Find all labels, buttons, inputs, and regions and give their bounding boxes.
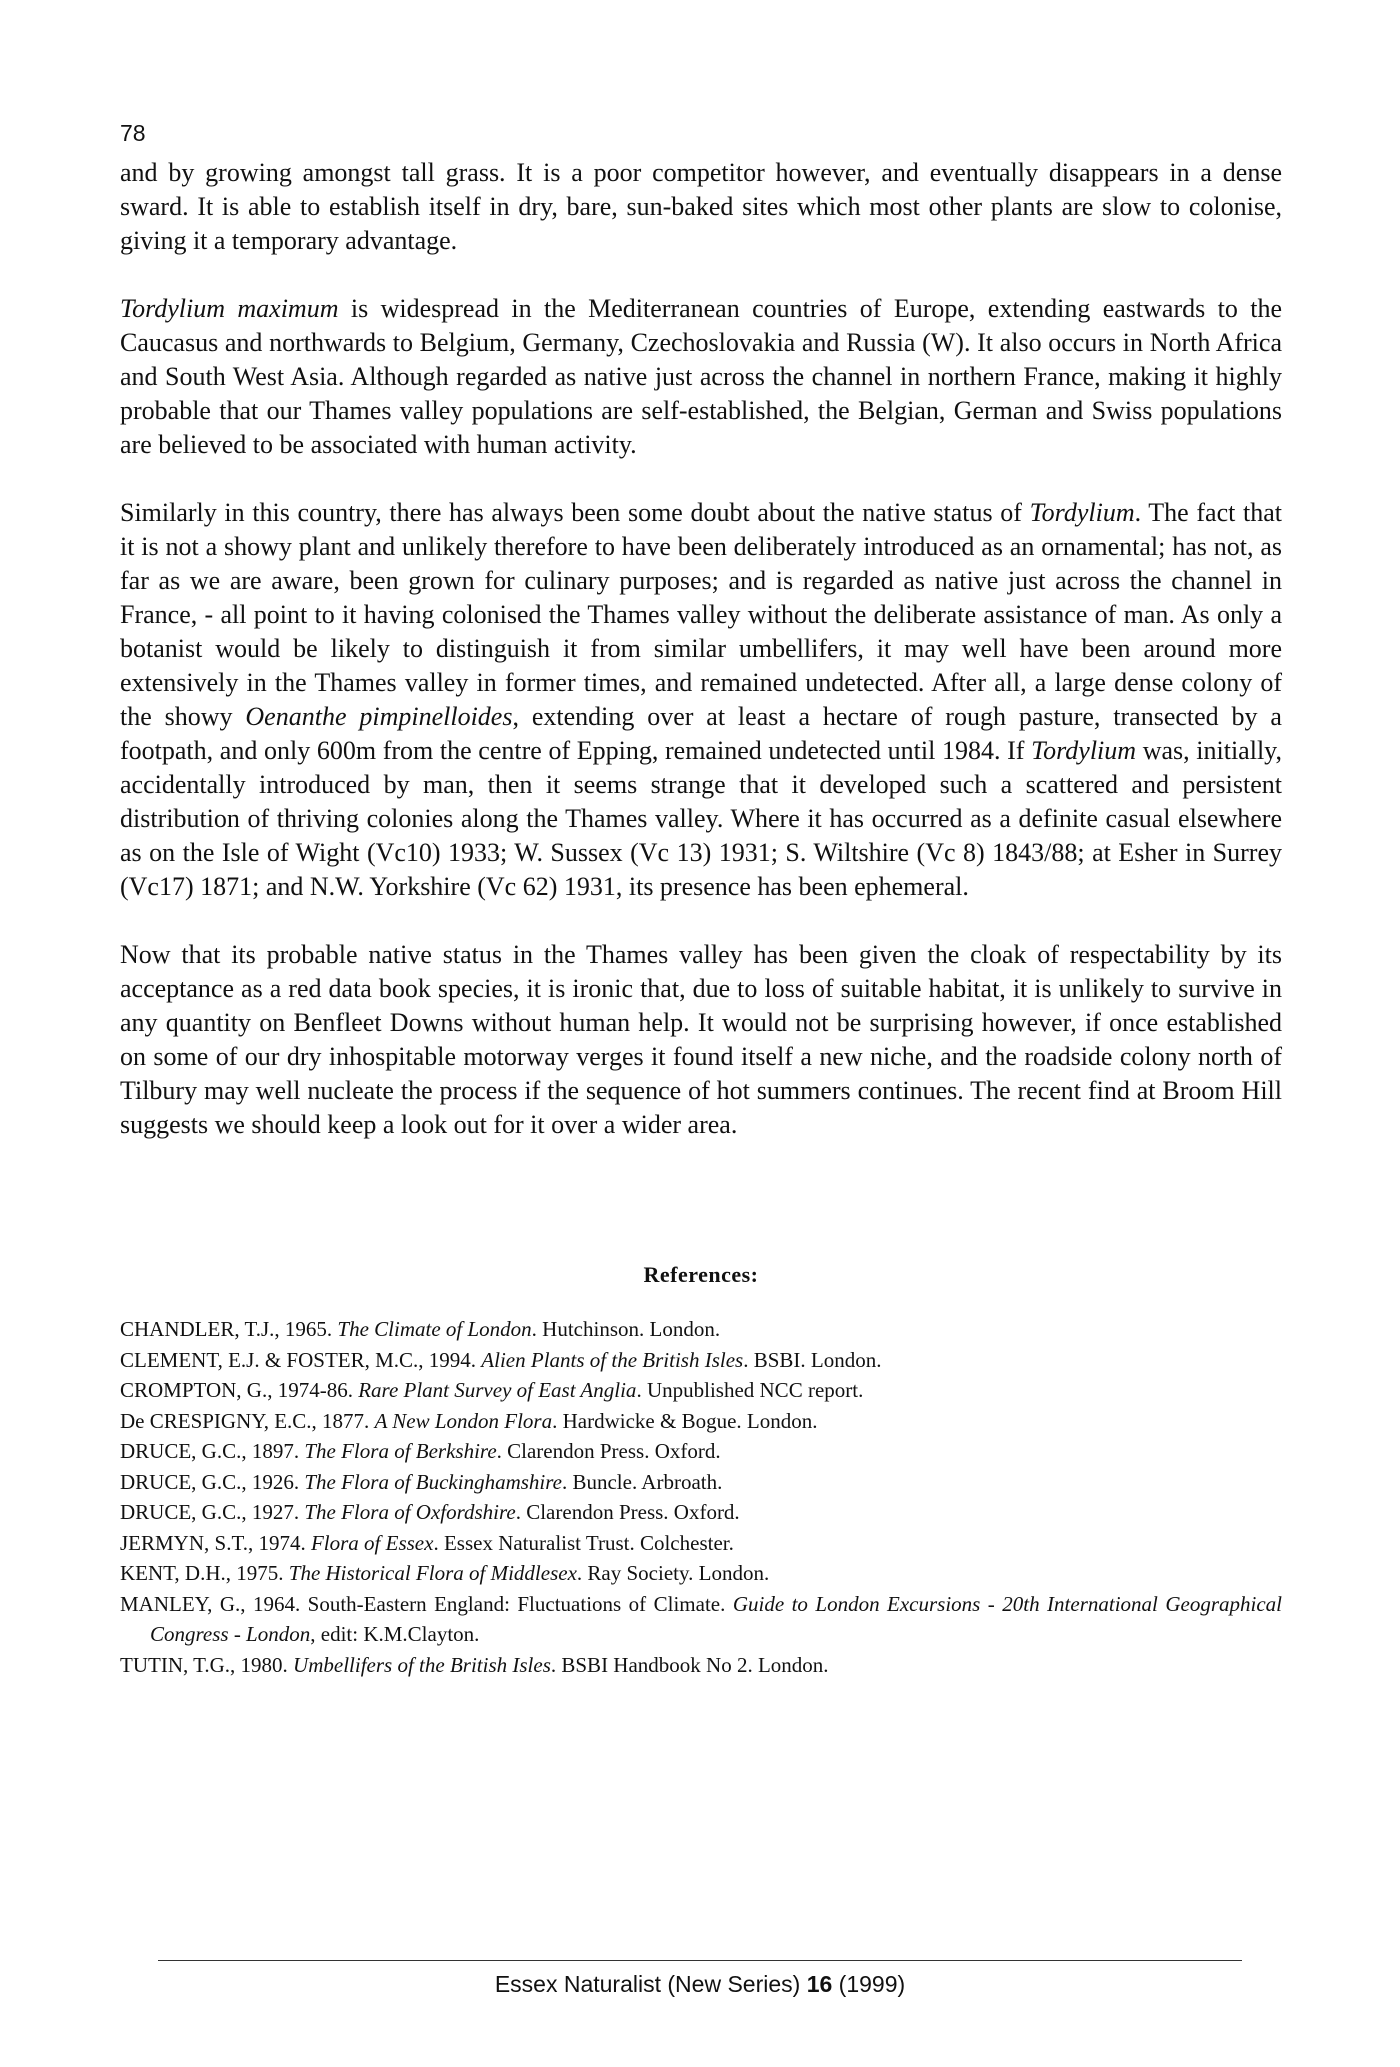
reference-authors: DRUCE, G.C., 1926.: [120, 1469, 305, 1494]
paragraph-1-text: and by growing amongst tall grass. It is a poor competitor however, and eventually disappears in a dense sward. It is able to establish itself in dry, bare, sun-baked sites which most other plants are slow to colonise, giving it a temporary advantage.: [120, 158, 1282, 255]
reference-title: The Historical Flora of Middlesex: [288, 1561, 577, 1585]
reference-authors: CROMPTON, G., 1974-86.: [120, 1378, 359, 1402]
paragraph-1: [120, 156, 1282, 258]
footer-volume: 16: [806, 1971, 833, 1997]
reference-title: The Flora of Berkshire: [304, 1439, 497, 1463]
reference-authors: CHANDLER, T.J., 1965.: [120, 1317, 338, 1341]
reference-title: Alien Plants of the British Isles: [481, 1347, 744, 1372]
paragraph-3-text-b: . The fact that it is not a showy plant and unlikely therefore to have been deliberately introduced as an ornamental; has not, as far as we are aware, been grown for culinary purposes; and is regarded as native just across the channel in France, - all point to it having colonised the Thames valley without the deliberate assistance of man. As only a botanist would be likely to distinguish it from similar umbellifers, it may well have been around more extensively in the Thames valley in former times, and remained undetected. After all, a large dense colony of the showy: [120, 498, 1282, 731]
reference-item: [120, 1314, 1282, 1345]
reference-publisher: . Essex Naturalist Trust. Colchester.: [433, 1530, 734, 1555]
footer-journal: Essex Naturalist (New Series): [494, 1971, 801, 1997]
reference-publisher: . BSBI. London.: [743, 1347, 882, 1372]
reference-title: Rare Plant Survey of East Anglia: [358, 1378, 637, 1402]
reference-item: [120, 1497, 1282, 1528]
reference-authors: JERMYN, S.T., 1974.: [120, 1530, 311, 1555]
reference-authors: DRUCE, G.C., 1927.: [120, 1500, 305, 1524]
reference-item: [120, 1650, 1282, 1681]
reference-item: [120, 1375, 1282, 1406]
reference-publisher: . Buncle. Arbroath.: [561, 1469, 723, 1494]
paragraph-4: [120, 938, 1282, 1142]
reference-authors: De CRESPIGNY, E.C., 1877.: [120, 1408, 375, 1433]
reference-publisher: . Hutchinson. London.: [531, 1317, 721, 1341]
footer-divider: [158, 1960, 1242, 1961]
paragraph-3-text-d: was, initially, accidentally introduced by man, then it seems strange that it developed such a scattered and persistent distribution of thriving colonies along the Thames valley. Where it has occurred as a definite casual elsewhere as on the Isle of Wight (Vc10) 1933; W. Sussex (Vc 13) 1931; S. Wiltshire (Vc 8) 1843/88; at Esher in Surrey (Vc17) 1871; and N.W. Yorkshire (Vc 62) 1931, its presence has been ephemeral.: [120, 736, 1282, 901]
reference-title: The Climate of London: [337, 1317, 532, 1341]
reference-authors: TUTIN, T.G., 1980.: [120, 1652, 294, 1677]
reference-publisher: . Unpublished NCC report.: [636, 1378, 864, 1402]
species-name: Tordylium maximum: [120, 294, 339, 323]
paragraph-4-text: Now that its probable native status in the Thames valley has been given the cloak of respectability by its acceptance as a red data book species, it is ironic that, due to loss of suitable habitat, it is unlikely to survive in any quantity on Benfleet Downs without human help. It would not be surprising however, if once established on some of our dry inhospitable motorway verges it found itself a new niche, and the roadside colony north of Tilbury may well nucleate the process if the sequence of hot summers continues. The recent find at Broom Hill suggests we should keep a look out for it over a wider area.: [120, 940, 1282, 1139]
reference-title: Flora of Essex: [310, 1530, 434, 1555]
paragraph-3-text-c: , extending over at least a hectare of rough pasture, transected by a footpath, and only 600m from the centre of Epping, remained undetected until 1984. If: [120, 702, 1282, 765]
reference-item: [120, 1436, 1282, 1467]
reference-title: A New London Flora: [374, 1408, 553, 1433]
reference-item: [120, 1406, 1282, 1437]
reference-authors: KENT, D.H., 1975.: [120, 1561, 289, 1585]
article-body: [120, 156, 1282, 1142]
genus-name: Tordylium: [1029, 498, 1135, 527]
paragraph-3: [120, 496, 1282, 904]
reference-publisher: , edit: K.M.Clayton.: [310, 1622, 480, 1646]
page-number: 78: [120, 120, 146, 146]
reference-publisher: . BSBI Handbook No 2. London.: [550, 1652, 829, 1677]
reference-publisher: . Hardwicke & Bogue. London.: [552, 1408, 818, 1433]
reference-authors: CLEMENT, E.J. & FOSTER, M.C., 1994.: [120, 1347, 482, 1372]
reference-item: [120, 1345, 1282, 1376]
reference-item: [120, 1589, 1282, 1650]
reference-item: [120, 1528, 1282, 1559]
footer-year: (1999): [838, 1971, 906, 1997]
reference-title: Umbellifers of the British Isles: [293, 1652, 551, 1677]
reference-publisher: . Ray Society. London.: [576, 1561, 770, 1585]
reference-title: Guide to London Excursions - 20th International Geographical Congress - London: [150, 1591, 1282, 1646]
references-list: [120, 1314, 1282, 1680]
paragraph-3-text-a: Similarly in this country, there has always been some doubt about the native status of: [120, 498, 1030, 527]
reference-authors: MANLEY, G., 1964. South-Eastern England: Fluctuations of Climate.: [120, 1591, 733, 1616]
reference-publisher: . Clarendon Press. Oxford.: [496, 1439, 721, 1463]
paragraph-2-text: is widespread in the Mediterranean countries of Europe, extending eastwards to the Caucasus and northwards to Belgium, Germany, Czechoslovakia and Russia (W). It also occurs in North Africa and South West Asia. Although regarded as native just across the channel in northern France, making it highly probable that our Thames valley populations are self-established, the Belgian, German and Swiss populations are believed to be associated with human activity.: [120, 294, 1282, 459]
genus-name-2: Tordylium: [1031, 736, 1137, 765]
reference-item: [120, 1558, 1282, 1589]
references-heading: References:: [643, 1262, 759, 1287]
reference-title: The Flora of Buckinghamshire: [304, 1469, 562, 1494]
paragraph-2: [120, 292, 1282, 462]
page-footer: [0, 1970, 1400, 1998]
reference-title: The Flora of Oxfordshire: [304, 1500, 516, 1524]
reference-publisher: . Clarendon Press. Oxford.: [515, 1500, 740, 1524]
reference-authors: DRUCE, G.C., 1897.: [120, 1439, 305, 1463]
oenanthe-name: Oenanthe pimpinelloides: [245, 702, 513, 731]
reference-item: [120, 1467, 1282, 1498]
